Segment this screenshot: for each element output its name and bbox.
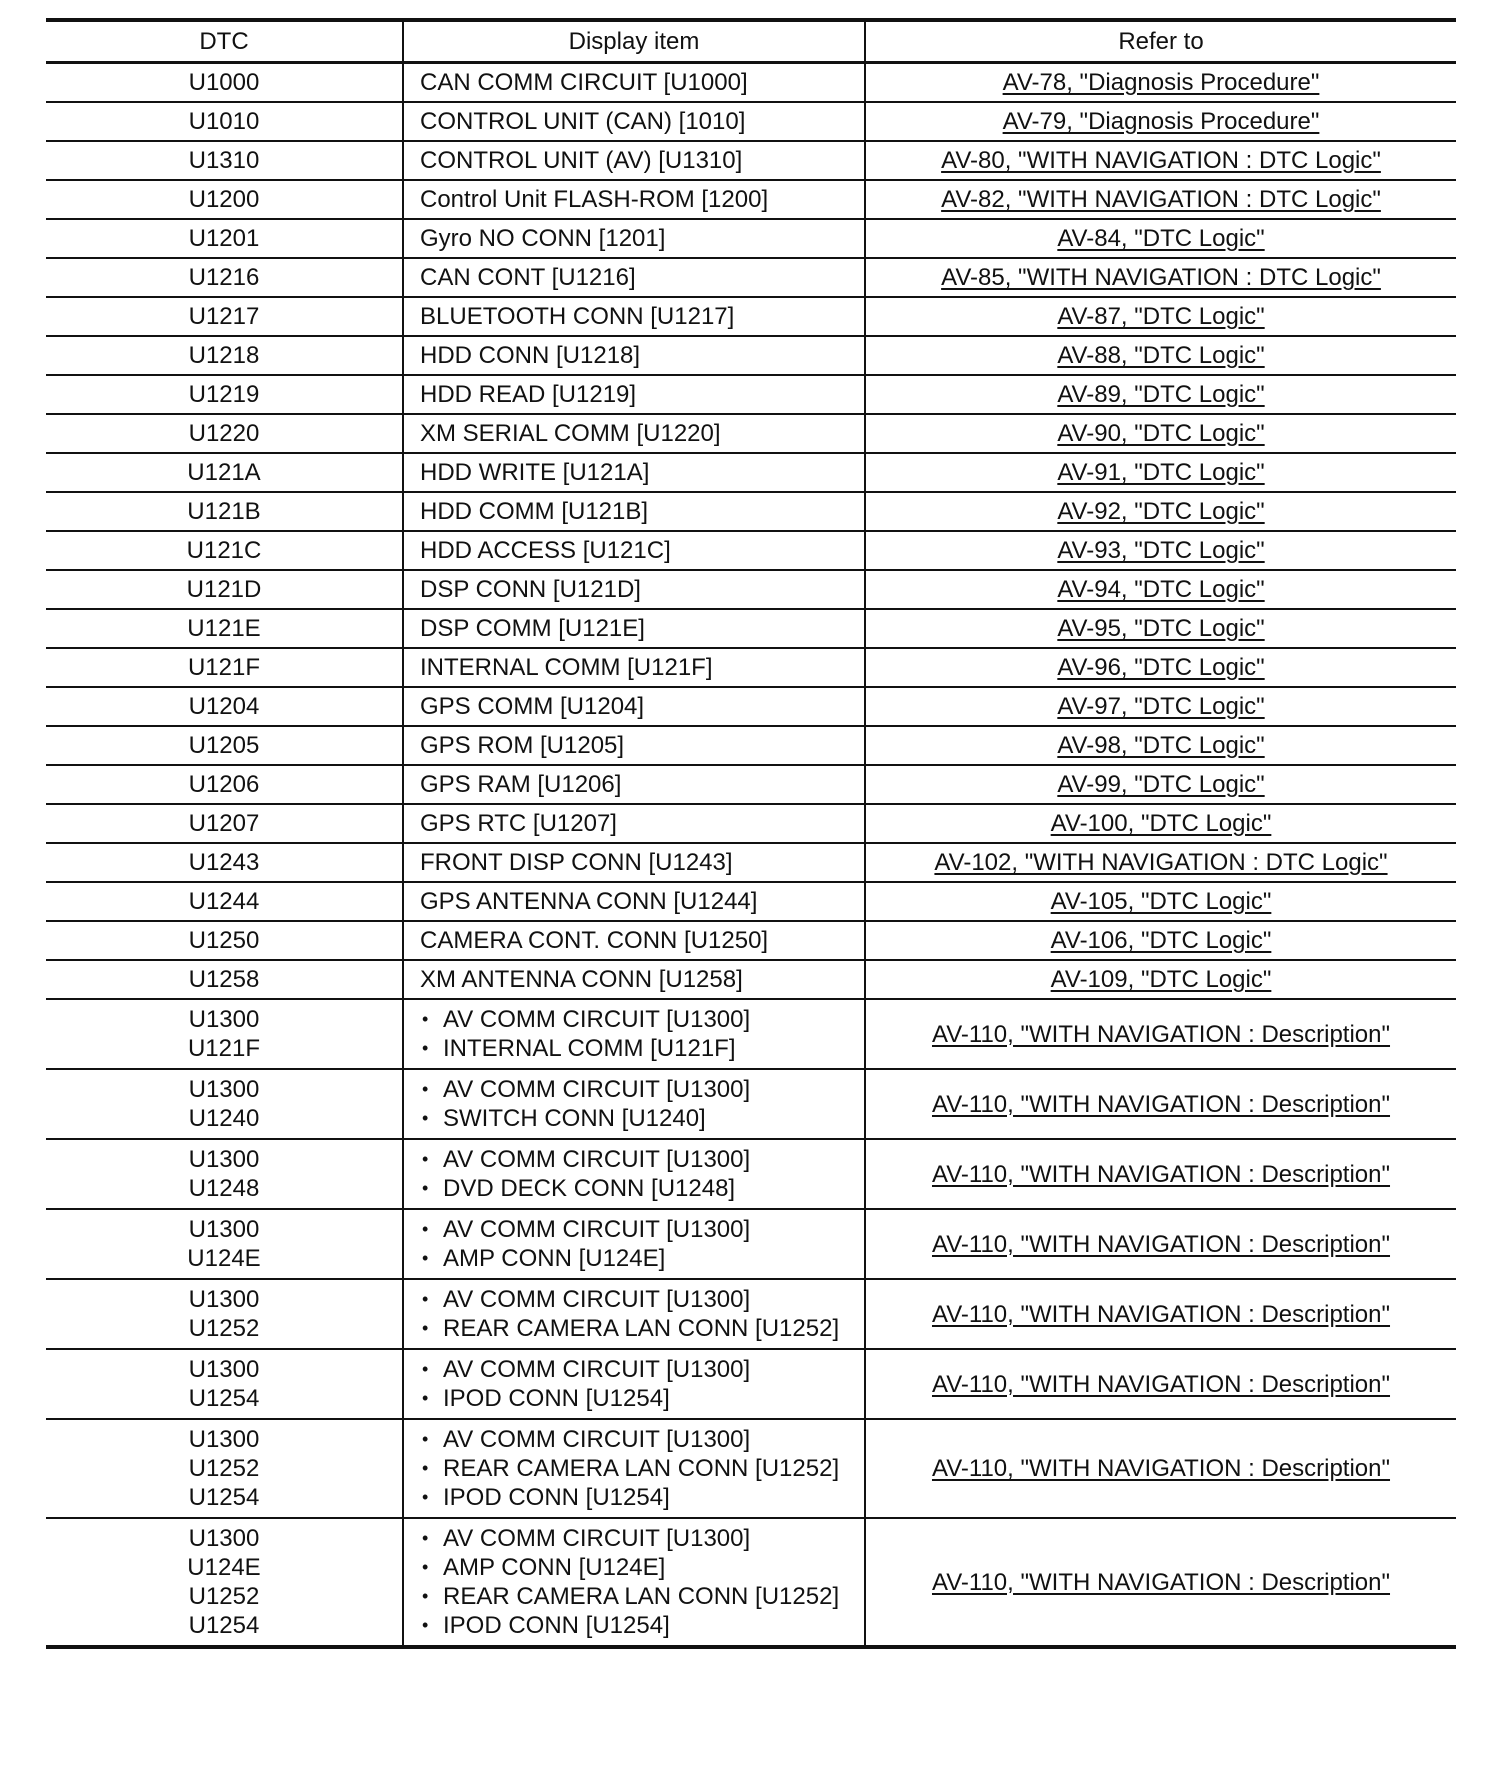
refer-to-cell bbox=[865, 1419, 1456, 1518]
dtc-cell bbox=[46, 219, 403, 258]
dtc-code: U1300 bbox=[188, 1426, 260, 1453]
reference-link[interactable]: AV-102, "WITH NAVIGATION : DTC Logic" bbox=[934, 849, 1388, 876]
display-item-cell bbox=[403, 882, 865, 921]
display-item-list bbox=[420, 1285, 864, 1343]
dtc-code: U121E bbox=[187, 615, 261, 642]
dtc-cell bbox=[46, 63, 403, 103]
display-item-text: DSP COMM [U121E] bbox=[420, 615, 645, 642]
table-row bbox=[46, 258, 1456, 297]
table-row bbox=[46, 960, 1456, 999]
reference-link[interactable]: AV-91, "DTC Logic" bbox=[1057, 459, 1265, 486]
refer-to-cell bbox=[865, 882, 1456, 921]
table-row bbox=[46, 882, 1456, 921]
reference-link[interactable]: AV-84, "DTC Logic" bbox=[1057, 225, 1265, 252]
table-row bbox=[46, 765, 1456, 804]
refer-to-cell bbox=[865, 531, 1456, 570]
display-item-text: FRONT DISP CONN [U1243] bbox=[420, 849, 733, 876]
dtc-cell bbox=[46, 297, 403, 336]
list-item: • AV COMM CIRCUIT [U1300] bbox=[420, 1355, 864, 1384]
dtc-code: U1300 bbox=[188, 1006, 260, 1033]
dtc-code: U1254 bbox=[188, 1385, 260, 1412]
table-row bbox=[46, 1518, 1456, 1647]
dtc-code: U1240 bbox=[188, 1105, 260, 1132]
dtc-code: U1310 bbox=[188, 147, 260, 174]
dtc-cell bbox=[46, 141, 403, 180]
list-item: • REAR CAMERA LAN CONN [U1252] bbox=[420, 1582, 864, 1611]
display-item-cell bbox=[403, 1069, 865, 1139]
display-item-text: GPS ROM [U1205] bbox=[420, 732, 625, 759]
display-item-cell bbox=[403, 804, 865, 843]
display-item-cell bbox=[403, 102, 865, 141]
dtc-code: U1252 bbox=[188, 1455, 260, 1482]
display-item-cell bbox=[403, 1349, 865, 1419]
dtc-code: U124E bbox=[187, 1554, 261, 1581]
table-row bbox=[46, 297, 1456, 336]
reference-link[interactable]: AV-93, "DTC Logic" bbox=[1057, 537, 1265, 564]
list-item: • SWITCH CONN [U1240] bbox=[420, 1104, 864, 1133]
dtc-code: U1207 bbox=[188, 810, 260, 837]
dtc-cell bbox=[46, 531, 403, 570]
list-item: • INTERNAL COMM [U121F] bbox=[420, 1034, 864, 1063]
reference-link[interactable]: AV-110, "WITH NAVIGATION : Description" bbox=[931, 1160, 1391, 1188]
refer-to-cell bbox=[865, 492, 1456, 531]
dtc-code: U1206 bbox=[188, 771, 260, 798]
display-item-list bbox=[420, 1145, 864, 1203]
dtc-cell bbox=[46, 765, 403, 804]
dtc-cell bbox=[46, 180, 403, 219]
list-item: • REAR CAMERA LAN CONN [U1252] bbox=[420, 1454, 864, 1483]
display-item-text: CONTROL UNIT (AV) [U1310] bbox=[420, 147, 743, 174]
display-item-text: GPS COMM [U1204] bbox=[420, 693, 645, 720]
dtc-cell bbox=[46, 1209, 403, 1279]
table-row bbox=[46, 531, 1456, 570]
table-row bbox=[46, 687, 1456, 726]
display-item-cell bbox=[403, 414, 865, 453]
header-dtc: DTC bbox=[46, 20, 403, 63]
dtc-cell bbox=[46, 1069, 403, 1139]
table-row bbox=[46, 1069, 1456, 1139]
display-item-list bbox=[420, 1355, 864, 1413]
reference-link[interactable]: AV-92, "DTC Logic" bbox=[1057, 498, 1265, 525]
display-item-cell bbox=[403, 960, 865, 999]
table-row bbox=[46, 63, 1456, 103]
reference-link[interactable]: AV-82, "WITH NAVIGATION : DTC Logic" bbox=[941, 186, 1381, 213]
display-item-list bbox=[420, 1215, 864, 1273]
display-item-text: Control Unit FLASH-ROM [1200] bbox=[420, 186, 769, 213]
refer-to-cell bbox=[865, 1518, 1456, 1647]
display-item-cell bbox=[403, 1279, 865, 1349]
reference-link[interactable]: AV-106, "DTC Logic" bbox=[1050, 927, 1272, 954]
table-header bbox=[46, 20, 1456, 63]
dtc-code: U1244 bbox=[188, 888, 260, 915]
list-item: • AV COMM CIRCUIT [U1300] bbox=[420, 1215, 864, 1244]
display-item-cell bbox=[403, 258, 865, 297]
dtc-cell bbox=[46, 492, 403, 531]
dtc-cell bbox=[46, 609, 403, 648]
display-item-cell bbox=[403, 492, 865, 531]
list-item: • REAR CAMERA LAN CONN [U1252] bbox=[420, 1314, 864, 1343]
table-row bbox=[46, 921, 1456, 960]
display-item-text: Gyro NO CONN [1201] bbox=[420, 225, 666, 252]
refer-to-cell bbox=[865, 180, 1456, 219]
display-item-list bbox=[420, 1005, 864, 1063]
dtc-code: U1248 bbox=[188, 1175, 260, 1202]
table-row bbox=[46, 375, 1456, 414]
display-item-text: GPS RTC [U1207] bbox=[420, 810, 617, 837]
list-item: • AV COMM CIRCUIT [U1300] bbox=[420, 1425, 864, 1454]
dtc-cell bbox=[46, 414, 403, 453]
dtc-cell bbox=[46, 570, 403, 609]
dtc-code: U121A bbox=[187, 459, 261, 486]
table-row bbox=[46, 453, 1456, 492]
reference-link[interactable]: AV-110, "WITH NAVIGATION : Description" bbox=[931, 1230, 1391, 1258]
header-refer-to: Refer to bbox=[865, 20, 1456, 63]
dtc-code: U121F bbox=[187, 1035, 261, 1062]
display-item-cell bbox=[403, 1419, 865, 1518]
refer-to-cell bbox=[865, 102, 1456, 141]
display-item-text: HDD CONN [U1218] bbox=[420, 342, 641, 369]
dtc-cell bbox=[46, 453, 403, 492]
table-row bbox=[46, 843, 1456, 882]
dtc-cell bbox=[46, 843, 403, 882]
display-item-cell bbox=[403, 1139, 865, 1209]
display-item-cell bbox=[403, 531, 865, 570]
dtc-cell bbox=[46, 102, 403, 141]
table-row bbox=[46, 1349, 1456, 1419]
header-row bbox=[46, 20, 1456, 63]
reference-link[interactable]: AV-87, "DTC Logic" bbox=[1057, 303, 1265, 330]
dtc-code: U1200 bbox=[188, 186, 260, 213]
reference-link[interactable]: AV-110, "WITH NAVIGATION : Description" bbox=[931, 1455, 1391, 1482]
table-body bbox=[46, 63, 1456, 1648]
refer-to-cell bbox=[865, 960, 1456, 999]
refer-to-cell bbox=[865, 648, 1456, 687]
table-row bbox=[46, 999, 1456, 1069]
display-item-cell bbox=[403, 726, 865, 765]
refer-to-cell bbox=[865, 687, 1456, 726]
display-item-cell bbox=[403, 1518, 865, 1647]
list-item: • IPOD CONN [U1254] bbox=[420, 1384, 864, 1413]
reference-link[interactable]: AV-90, "DTC Logic" bbox=[1057, 420, 1265, 447]
refer-to-cell bbox=[865, 570, 1456, 609]
header-display-item: Display item bbox=[403, 20, 865, 63]
dtc-cell bbox=[46, 1279, 403, 1349]
dtc-cell bbox=[46, 1419, 403, 1518]
reference-link[interactable]: AV-88, "DTC Logic" bbox=[1057, 342, 1265, 369]
display-item-text: BLUETOOTH CONN [U1217] bbox=[420, 303, 735, 330]
dtc-code: U1300 bbox=[188, 1356, 260, 1383]
dtc-code: U1205 bbox=[188, 732, 260, 759]
dtc-code: U1218 bbox=[188, 342, 260, 369]
reference-link[interactable]: AV-85, "WITH NAVIGATION : DTC Logic" bbox=[941, 264, 1381, 291]
dtc-code: U1300 bbox=[188, 1216, 260, 1243]
refer-to-cell bbox=[865, 1139, 1456, 1209]
reference-link[interactable]: AV-99, "DTC Logic" bbox=[1057, 771, 1265, 798]
reference-link[interactable]: AV-95, "DTC Logic" bbox=[1057, 615, 1265, 642]
display-item-cell bbox=[403, 180, 865, 219]
display-item-list bbox=[420, 1075, 864, 1133]
refer-to-cell bbox=[865, 609, 1456, 648]
list-item: • AV COMM CIRCUIT [U1300] bbox=[420, 1145, 864, 1174]
dtc-code: U1252 bbox=[188, 1315, 260, 1342]
display-item-cell bbox=[403, 570, 865, 609]
reference-link[interactable]: AV-110, "WITH NAVIGATION : Description" bbox=[931, 1370, 1391, 1398]
dtc-code: U1243 bbox=[188, 849, 260, 876]
table-row bbox=[46, 1139, 1456, 1209]
dtc-code: U1201 bbox=[188, 225, 260, 252]
reference-link[interactable]: AV-98, "DTC Logic" bbox=[1057, 732, 1265, 759]
display-item-cell bbox=[403, 765, 865, 804]
list-item: • IPOD CONN [U1254] bbox=[420, 1483, 864, 1512]
dtc-code: U1300 bbox=[188, 1146, 260, 1173]
display-item-text: XM SERIAL COMM [U1220] bbox=[420, 420, 721, 447]
display-item-cell bbox=[403, 219, 865, 258]
reference-link[interactable]: AV-79, "Diagnosis Procedure" bbox=[1002, 108, 1320, 135]
refer-to-cell bbox=[865, 375, 1456, 414]
list-item: • AV COMM CIRCUIT [U1300] bbox=[420, 1005, 864, 1034]
display-item-text: GPS ANTENNA CONN [U1244] bbox=[420, 888, 758, 915]
dtc-code: U1217 bbox=[188, 303, 260, 330]
display-item-text: CAMERA CONT. CONN [U1250] bbox=[420, 927, 769, 954]
dtc-code: U1252 bbox=[188, 1583, 260, 1610]
list-item: • AV COMM CIRCUIT [U1300] bbox=[420, 1285, 864, 1314]
table-row bbox=[46, 180, 1456, 219]
dtc-cell bbox=[46, 1139, 403, 1209]
dtc-cell bbox=[46, 921, 403, 960]
refer-to-cell bbox=[865, 999, 1456, 1069]
display-item-cell bbox=[403, 648, 865, 687]
dtc-code: U1010 bbox=[188, 108, 260, 135]
refer-to-cell bbox=[865, 258, 1456, 297]
reference-link[interactable]: AV-96, "DTC Logic" bbox=[1057, 654, 1265, 681]
dtc-code: U1300 bbox=[188, 1286, 260, 1313]
refer-to-cell bbox=[865, 726, 1456, 765]
dtc-code: U124E bbox=[187, 1245, 261, 1272]
refer-to-cell bbox=[865, 336, 1456, 375]
display-item-cell bbox=[403, 999, 865, 1069]
table-row bbox=[46, 141, 1456, 180]
display-item-text: HDD WRITE [U121A] bbox=[420, 459, 650, 486]
refer-to-cell bbox=[865, 414, 1456, 453]
dtc-code: U1216 bbox=[188, 264, 260, 291]
reference-link[interactable]: AV-97, "DTC Logic" bbox=[1057, 693, 1265, 720]
refer-to-cell bbox=[865, 141, 1456, 180]
list-item: • AV COMM CIRCUIT [U1300] bbox=[420, 1524, 864, 1553]
reference-link[interactable]: AV-110, "WITH NAVIGATION : Description" bbox=[931, 1568, 1391, 1596]
dtc-cell bbox=[46, 336, 403, 375]
dtc-code: U121C bbox=[186, 537, 262, 564]
dtc-code: U1300 bbox=[188, 1076, 260, 1103]
dtc-cell bbox=[46, 726, 403, 765]
refer-to-cell bbox=[865, 219, 1456, 258]
reference-link[interactable]: AV-80, "WITH NAVIGATION : DTC Logic" bbox=[941, 147, 1381, 174]
dtc-code: U1300 bbox=[188, 1525, 260, 1552]
table-row bbox=[46, 492, 1456, 531]
reference-link[interactable]: AV-89, "DTC Logic" bbox=[1057, 381, 1265, 408]
display-item-text: INTERNAL COMM [U121F] bbox=[420, 654, 713, 681]
display-item-cell bbox=[403, 297, 865, 336]
dtc-code: U121D bbox=[186, 576, 262, 603]
display-item-text: XM ANTENNA CONN [U1258] bbox=[420, 966, 743, 993]
list-item: • AMP CONN [U124E] bbox=[420, 1244, 864, 1273]
table-row bbox=[46, 609, 1456, 648]
table-row bbox=[46, 648, 1456, 687]
refer-to-cell bbox=[865, 765, 1456, 804]
dtc-code: U1258 bbox=[188, 966, 260, 993]
table-row bbox=[46, 219, 1456, 258]
display-item-cell bbox=[403, 453, 865, 492]
dtc-cell bbox=[46, 1518, 403, 1647]
table-row bbox=[46, 1279, 1456, 1349]
table-row bbox=[46, 1209, 1456, 1279]
display-item-cell bbox=[403, 687, 865, 726]
list-item: • DVD DECK CONN [U1248] bbox=[420, 1174, 864, 1203]
table-row bbox=[46, 102, 1456, 141]
dtc-cell bbox=[46, 999, 403, 1069]
dtc-code: U1204 bbox=[188, 693, 260, 720]
display-item-cell bbox=[403, 609, 865, 648]
display-item-cell bbox=[403, 336, 865, 375]
reference-link[interactable]: AV-110, "WITH NAVIGATION : Description" bbox=[931, 1090, 1391, 1118]
table-row bbox=[46, 570, 1456, 609]
display-item-text: HDD ACCESS [U121C] bbox=[420, 537, 671, 564]
display-item-cell bbox=[403, 141, 865, 180]
dtc-code: U1219 bbox=[188, 381, 260, 408]
refer-to-cell bbox=[865, 804, 1456, 843]
dtc-code: U1250 bbox=[188, 927, 260, 954]
display-item-list bbox=[420, 1425, 864, 1512]
reference-link[interactable]: AV-78, "Diagnosis Procedure" bbox=[1002, 69, 1320, 96]
list-item: • AMP CONN [U124E] bbox=[420, 1553, 864, 1582]
reference-link[interactable]: AV-105, "DTC Logic" bbox=[1050, 888, 1272, 915]
list-item: • IPOD CONN [U1254] bbox=[420, 1611, 864, 1640]
dtc-code: U1220 bbox=[188, 420, 260, 447]
reference-link[interactable]: AV-110, "WITH NAVIGATION : Description" bbox=[931, 1300, 1391, 1328]
dtc-cell bbox=[46, 258, 403, 297]
dtc-code: U1254 bbox=[188, 1612, 260, 1639]
refer-to-cell bbox=[865, 1209, 1456, 1279]
dtc-code: U1254 bbox=[188, 1484, 260, 1511]
dtc-code: U121F bbox=[187, 654, 261, 681]
refer-to-cell bbox=[865, 1279, 1456, 1349]
display-item-cell bbox=[403, 63, 865, 103]
refer-to-cell bbox=[865, 1349, 1456, 1419]
refer-to-cell bbox=[865, 921, 1456, 960]
table-row bbox=[46, 804, 1456, 843]
dtc-cell bbox=[46, 960, 403, 999]
reference-link[interactable]: AV-94, "DTC Logic" bbox=[1057, 576, 1265, 603]
dtc-cell bbox=[46, 375, 403, 414]
refer-to-cell bbox=[865, 63, 1456, 103]
list-item: • AV COMM CIRCUIT [U1300] bbox=[420, 1075, 864, 1104]
refer-to-cell bbox=[865, 1069, 1456, 1139]
display-item-text: CAN COMM CIRCUIT [U1000] bbox=[420, 69, 748, 96]
dtc-cell bbox=[46, 882, 403, 921]
display-item-cell bbox=[403, 1209, 865, 1279]
display-item-text: GPS RAM [U1206] bbox=[420, 771, 622, 798]
dtc-cell bbox=[46, 687, 403, 726]
display-item-text: DSP CONN [U121D] bbox=[420, 576, 641, 603]
dtc-cell bbox=[46, 1349, 403, 1419]
table-row bbox=[46, 414, 1456, 453]
reference-link[interactable]: AV-109, "DTC Logic" bbox=[1050, 966, 1272, 993]
refer-to-cell bbox=[865, 843, 1456, 882]
dtc-code: U1000 bbox=[188, 69, 260, 96]
dtc-table bbox=[46, 18, 1456, 1649]
display-item-text: HDD READ [U1219] bbox=[420, 381, 637, 408]
reference-link[interactable]: AV-100, "DTC Logic" bbox=[1050, 810, 1272, 837]
refer-to-cell bbox=[865, 453, 1456, 492]
display-item-text: CAN CONT [U1216] bbox=[420, 264, 636, 291]
table-row bbox=[46, 1419, 1456, 1518]
reference-link[interactable]: AV-110, "WITH NAVIGATION : Description" bbox=[931, 1020, 1391, 1048]
display-item-text: HDD COMM [U121B] bbox=[420, 498, 649, 525]
table-row bbox=[46, 726, 1456, 765]
refer-to-cell bbox=[865, 297, 1456, 336]
dtc-cell bbox=[46, 804, 403, 843]
display-item-cell bbox=[403, 843, 865, 882]
dtc-cell bbox=[46, 648, 403, 687]
display-item-cell bbox=[403, 375, 865, 414]
display-item-cell bbox=[403, 921, 865, 960]
dtc-code: U121B bbox=[187, 498, 261, 525]
display-item-list bbox=[420, 1524, 864, 1640]
display-item-text: CONTROL UNIT (CAN) [1010] bbox=[420, 108, 746, 135]
table-row bbox=[46, 336, 1456, 375]
